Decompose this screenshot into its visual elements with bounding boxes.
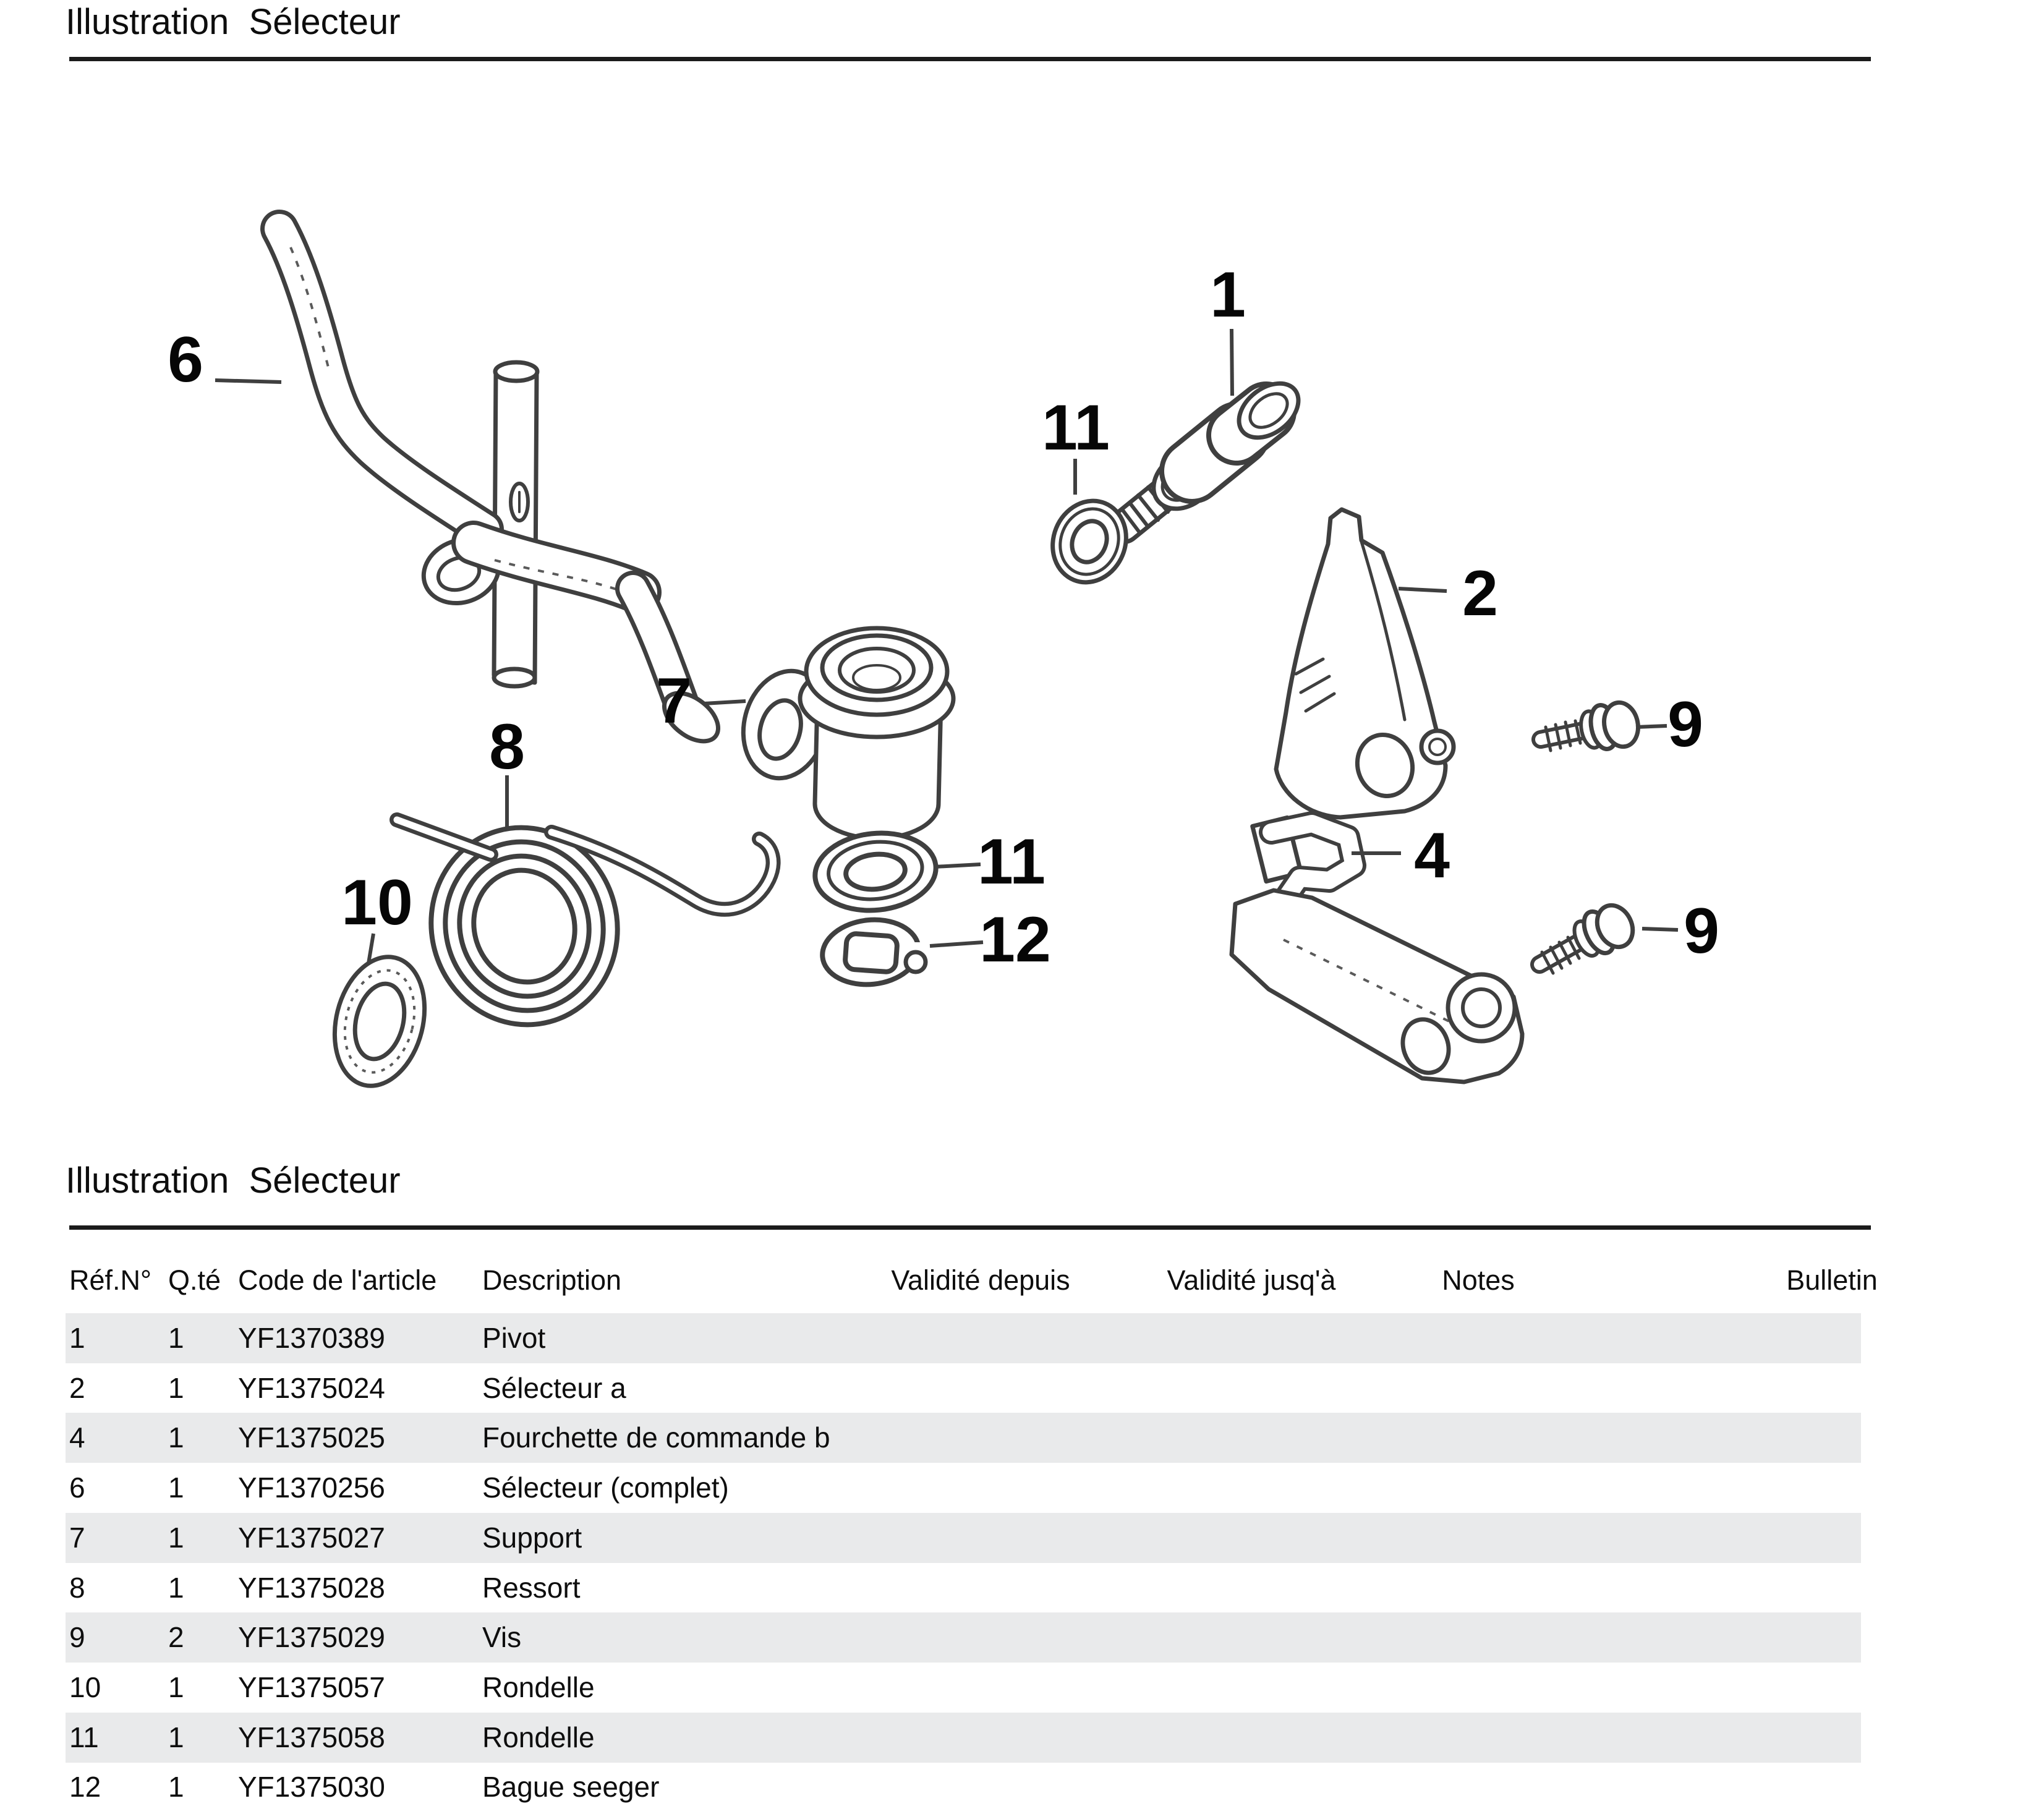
- cell-ref: 1: [69, 1322, 85, 1354]
- cell-desc: Fourchette de commande b: [482, 1421, 830, 1454]
- callout-leader-line: [1399, 589, 1447, 591]
- cell-qty: 1: [168, 1671, 184, 1703]
- cell-ref: 7: [69, 1521, 85, 1554]
- cell-qty: 1: [168, 1421, 184, 1454]
- table-section-title: Illustration Sélecteur: [66, 1160, 401, 1201]
- part-washer-left: [322, 947, 437, 1096]
- callout-number: 9: [1667, 689, 1703, 760]
- callout-number: 10: [341, 867, 413, 939]
- cell-ref: 4: [69, 1421, 85, 1454]
- cell-code: YF1375025: [238, 1421, 385, 1454]
- part-washer-center: [811, 827, 940, 916]
- callout-1: [1210, 259, 1246, 396]
- callout-leader-line: [935, 864, 981, 867]
- part-screw-bottom: [1539, 900, 1640, 973]
- table-row: [66, 1663, 1861, 1713]
- part-support: [731, 628, 953, 838]
- callout-number: 1: [1210, 259, 1246, 331]
- callout-leader-line: [930, 942, 983, 946]
- callout-number: 9: [1684, 895, 1719, 967]
- cell-desc: Support: [482, 1521, 582, 1554]
- cell-desc: Rondelle: [482, 1721, 595, 1753]
- column-header: Validité depuis: [891, 1264, 1070, 1296]
- page-title: Illustration Sélecteur: [66, 2, 401, 42]
- callout-number: 11: [977, 826, 1045, 898]
- part-pivot: [1122, 372, 1309, 532]
- callout-12: [930, 904, 1051, 976]
- callout-leader-line: [704, 701, 746, 704]
- column-header: Q.té: [168, 1264, 221, 1296]
- cell-code: YF1375028: [238, 1571, 385, 1604]
- column-header: Code de l'article: [238, 1264, 437, 1296]
- part-seeger-ring: [819, 915, 926, 989]
- callout-number: 12: [979, 904, 1051, 976]
- part-spring: [397, 807, 773, 1046]
- table-row: [66, 1363, 1861, 1413]
- callout-9: [1636, 689, 1703, 760]
- cell-desc: Sélecteur a: [482, 1371, 626, 1404]
- cell-qty: 2: [168, 1621, 184, 1654]
- table-row: [66, 1463, 1861, 1513]
- table-row: [66, 1313, 1861, 1363]
- part-screw-top: [1541, 699, 1642, 751]
- cell-code: YF1370256: [238, 1471, 385, 1504]
- table-row: [66, 1513, 1861, 1563]
- callout-number: 4: [1414, 820, 1450, 892]
- cell-desc: Pivot: [482, 1322, 546, 1354]
- part-selector-a: [1276, 509, 1454, 817]
- cell-desc: Sélecteur (complet): [482, 1471, 729, 1504]
- table-header: [0, 1261, 2044, 1300]
- callout-8: [489, 711, 525, 831]
- callout-leader-line: [1636, 726, 1667, 727]
- cell-ref: 9: [69, 1621, 85, 1654]
- cell-desc: Vis: [482, 1621, 522, 1654]
- cell-qty: 1: [168, 1371, 184, 1404]
- cell-ref: 2: [69, 1371, 85, 1404]
- cell-qty: 1: [168, 1521, 184, 1554]
- callout-11: [1042, 392, 1110, 495]
- callout-number: 8: [489, 711, 525, 783]
- callout-number: 2: [1462, 558, 1498, 629]
- column-header: Réf.N°: [69, 1264, 152, 1296]
- cell-ref: 11: [69, 1721, 99, 1753]
- table-row: [66, 1563, 1861, 1613]
- cell-ref: 6: [69, 1471, 85, 1504]
- cell-code: YF1375024: [238, 1371, 385, 1404]
- callout-number: 7: [656, 665, 692, 737]
- cell-qty: 1: [168, 1322, 184, 1354]
- table-row: [66, 1762, 1861, 1812]
- cell-code: YF1370389: [238, 1322, 385, 1354]
- cell-ref: 8: [69, 1571, 85, 1604]
- cell-desc: Rondelle: [482, 1671, 595, 1703]
- table-row: [66, 1413, 1861, 1463]
- cell-qty: 1: [168, 1771, 184, 1803]
- cell-code: YF1375027: [238, 1521, 385, 1554]
- callout-number: 11: [1042, 392, 1110, 464]
- callout-layer: [168, 259, 1719, 976]
- callout-number: 6: [168, 324, 203, 396]
- callout-10: [341, 867, 413, 963]
- callout-6: [168, 324, 281, 396]
- column-header: Validité jusq'à: [1167, 1264, 1336, 1296]
- table-row: [66, 1612, 1861, 1663]
- callout-leader-line: [215, 380, 281, 382]
- cell-code: YF1375029: [238, 1621, 385, 1654]
- cell-desc: Bague seeger: [482, 1771, 660, 1803]
- callout-4: [1352, 820, 1450, 892]
- cell-code: YF1375057: [238, 1671, 385, 1703]
- callout-leader-line: [1642, 929, 1678, 930]
- column-header: Notes: [1442, 1264, 1515, 1296]
- column-header: Bulletin: [1786, 1264, 1878, 1296]
- column-header: Description: [482, 1264, 622, 1296]
- cell-code: YF1375030: [238, 1771, 385, 1803]
- table-row: [66, 1713, 1861, 1763]
- cell-ref: 10: [69, 1671, 101, 1703]
- part-shift-fork: [1232, 817, 1522, 1082]
- cell-desc: Ressort: [482, 1571, 581, 1604]
- divider-table: [69, 1225, 1871, 1230]
- callout-2: [1399, 558, 1498, 629]
- cell-qty: 1: [168, 1721, 184, 1753]
- callout-11: [935, 826, 1045, 898]
- cell-qty: 1: [168, 1471, 184, 1504]
- cell-code: YF1375058: [238, 1721, 385, 1753]
- cell-qty: 1: [168, 1571, 184, 1604]
- cell-ref: 12: [69, 1771, 101, 1803]
- callout-9: [1642, 895, 1719, 967]
